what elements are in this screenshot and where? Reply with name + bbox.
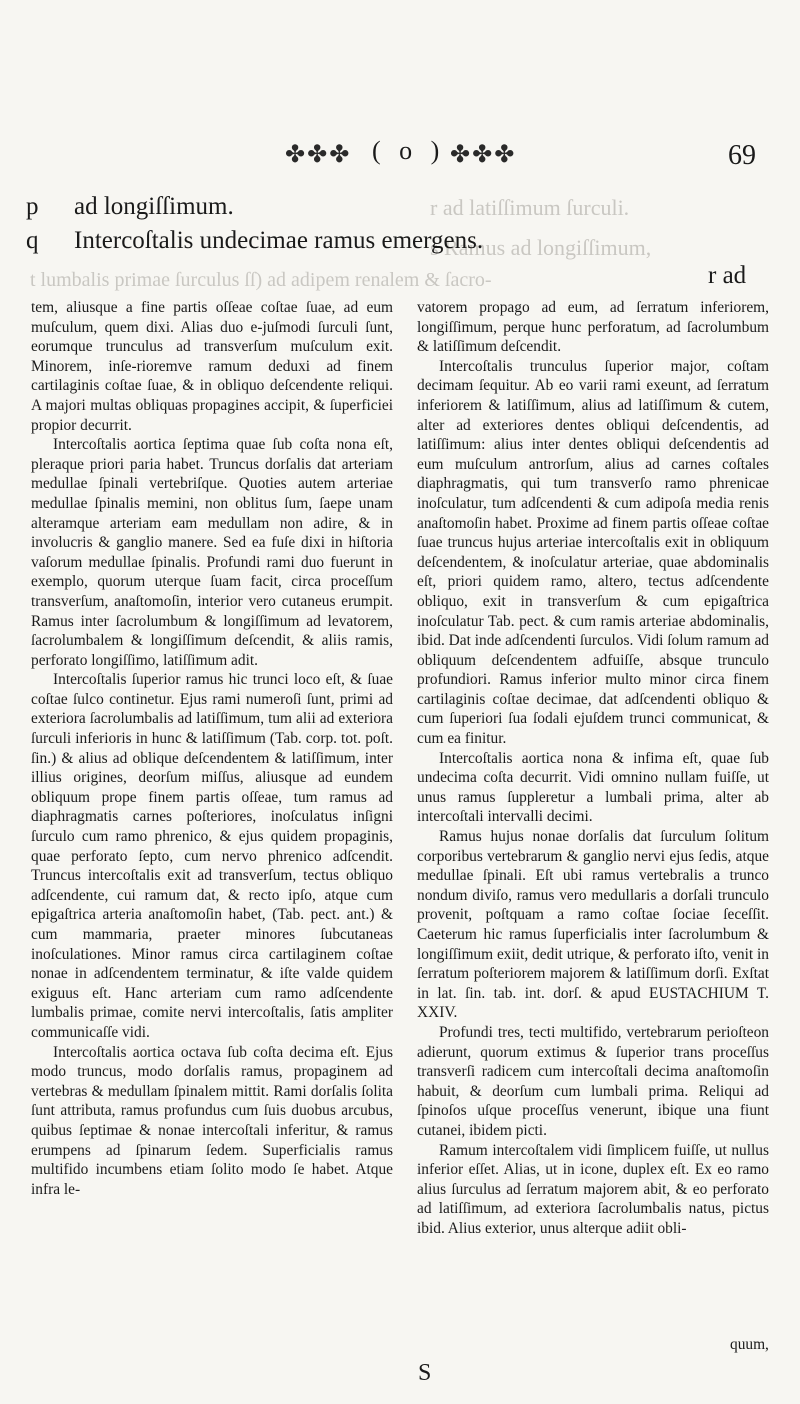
page-number: 69 (728, 140, 756, 171)
page-signature: ( o ) (372, 136, 446, 165)
paragraph: Intercoſtalis trunculus ſuperior major, coſtam decimam ſequitur. Ab eo varii rami exeunt, ad ſerratum inferiorem & latiſſimum, alius ad latiſſimum & cutem, alter ad exteriores dentes obliqui deſcendentis, ad latiſſimum: alius inter dentes obliqui deſcendentis ad eum muſculum antrorſum, alius ad carnes coſtales diaphragmatis, qui tum transverſo ramo phrenicae inoſculatur, tum adſcendenti & cum adipoſa media renis anaſtomoſin habet. Proxime ad finem partis oſſeae coſtae ſuae truncus hujus arteriae intercoſtalis exit in obliquum deſcendentem, & inoſculatur arteriae, quae abdominalis eſt, priori quidem ramo, altero, tectus adſcendente obliquo, exit in transverſum & cum epigaſtrica inoſculatur Tab. pect. & cum ramis arteriae abdominalis, ibid. Dat inde adſcendenti ſurculos. Vidi ſolum ramum ad obliquum deſcendentem adfuiſſe, absque trunculo profundiori. Ramus inferior multo minor circa finem cartilaginis coſtae decimae, dat adſcendenti obliquo & cum ſuperiori ſua ſodali ejuſdem trunci communicat, & cum ea finitur. (417, 357, 769, 748)
paragraph: Ramum intercoſtalem vidi ſimplicem fuiſſe, ut nullus inferior eſſet. Alias, ut in icone, duplex eſt. Ex eo ramo alius ſurculus ad ſerratum majorem abit, & eo perforato ad latiſſimum, ad exteriora ſacrolumbalis natus, pictus ibid. Alius exterior, unus alterque adiit obli- (417, 1141, 769, 1237)
paragraph: Intercoſtalis aortica ſeptima quae ſub coſta nona eſt, pleraque priori paria habet. Truncus dorſalis dat arteriam medullae ſpinali vertebriſque. Quoties autem arteriae medullae ſpinalis memini, non oblitus ſum, ſaepe unam alteramque arteriam eam medullam non adire, & in involucris & ganglio manere. Sed ea fuſe dixi in hiſtoria vaſorum medullae ſpinalis. Profundi rami duo fuerunt in exemplo, quorum uterque ſuam facit, circa proceſſum transverſum, anaſtomoſin, interior vero cutaneus erumpit. Ramus inter ſacrolumbum & longiſſimum ad levatorem, ſacrolumbalem & longiſſimum deſcendit, & aliis ramis, perforato longiſſimo, latiſſimum adit. (31, 436, 393, 669)
paragraph: Intercoſtalis ſuperior ramus hic trunci loco eſt, & ſuae coſtae ſulco continetur. Ejus rami numeroſi ſunt, primi ad exteriora ſacrolumbalis ad latiſſimum, tum alii ad exteriora ſurculi inferioris in hunc & latiſſimum (Tab. corp. tot. poſt. ſin.) & alius ad oblique deſcendentem & latiſſimum, inter illius origines, deorſum miſſus, aliusque ad eundem obliquum prope finem partis oſſeae, tum ramus ad diaphragmatis carnes poſteriores, inoſculatus inſigni ſurculo cum ramo phrenico, & ejus quidem propaginis, quae perforato ſepto, cum nervo phrenico adſcendit. Truncus intercoſtalis exit ad transverſum, tectus obliquo adſcendente, cui ramum dat, & recto ipſo, atque cum epigaſtrica arteria anaſtomoſin habet, (Tab. pect. ant.) & cum mammaria, praeter minores ſubcutaneas inoſculationes. Minor ramus circa cartilaginem coſtae nonae in adſcendentem terminatur, & iſte valde quidem exiguus eſt. Hanc arteriam cum ramo adſcendente lumbalis primae, comite nervi intercoſtalis, ſatis ampliter communicaſſe vidi. (31, 671, 393, 1041)
footnote-letter: p (26, 193, 39, 220)
page-header (0, 128, 800, 178)
footnote-p (26, 190, 483, 224)
paragraph: tem, aliusque a fine partis oſſeae coſtae ſuae, ad eum muſculum, quem dixi. Alias duo e-juſmodi ſurculi ſunt, eorumque trunculus ad transverſum muſculum exit. Minorem, inſe-rioremve ramum deduxi ad finem cartilaginis coſtae ſuae, & in obliquo deſcendente reliqui. A majori multas obliquas propagines accipit, & ſuperficiei propior decurrit. (31, 299, 393, 434)
footnote-text: ad longiſſimum. (74, 193, 234, 220)
left-column (31, 298, 393, 1199)
catchword: quum, (730, 1336, 769, 1353)
footnote-q (26, 224, 483, 258)
bleed-line: s Ramus ad longiſſimum, (430, 235, 652, 260)
footnote-letter: q (26, 227, 39, 254)
ornament-left-icon: ✤✤✤ (285, 142, 352, 168)
footnote-list (26, 190, 483, 258)
bleed-line: r ad latiſſimum ſurculi. (430, 195, 630, 220)
footnote-catchword: r ad (708, 262, 747, 289)
paragraph: Intercoſtalis aortica octava ſub coſta decima eſt. Ejus modo truncus, modo dorſalis ramus, propaginem ad vertebras & medullam ſpinalem mittit. Rami dorſalis ſolita ſunt attributa, ramus profundus cum ſuis duobus arcubus, quibus ſeptimae & nonae intercoſtali inferitur, & ramus erumpens ad ſpinarum ſedem. Superficialis ramus multifido incumbens etiam ſolito modo ſe habet. Atque infra le- (31, 1043, 393, 1198)
paragraph: Intercoſtalis aortica nona & infima eſt, quae ſub undecima coſta decurrit. Vidi omnino nullam fuiſſe, ut unus ramus ſuppleretur a lumbali prima, alter ab intercoſtali intervalli decimi. (417, 749, 769, 826)
paragraph: vatorem propago ad eum, ad ſerratum inferiorem, longiſſimum, perque hunc perforatum, ad ſacrolumbum & latiſſimum deſcendit. (417, 299, 769, 356)
footnote-text: Intercoſtalis undecimae ramus emergens. (74, 227, 484, 254)
paragraph: Ramus hujus nonae dorſalis dat ſurculum ſolitum corporibus vertebrarum & ganglio nervi ejus ſedis, atque medullae ſpinali. Eſt ubi ramus vertebralis a trunco nondum diviſo, ramus vero medullaris a dorſali trunculo provenit, poſtquam a ramo coſtae ſociae ſeceſſit. Caeterum hic ramus ſuperficialis inter ſacrolumbum & longiſſimum exiit, dedit utrique, & perforato iſto, venit in ſerratum poſteriorem majorem & latiſſimum dorſi. Exſtat in lat. ſin. tab. int. dorſ. & apud EUSTACHIUM T. XXIV. (417, 828, 769, 1022)
signature-mark: S (418, 1360, 432, 1386)
right-column (417, 298, 769, 1239)
paragraph: Profundi tres, tecti multifido, vertebrarum perioſteon adierunt, quorum extimus & ſuperior trans proceſſus transverſi radicem cum intercoſtali decima anaſtomoſin habuit, & deorſum cum lumbali prima. Reliqui ad ſpinoſos uſque proceſſus venerunt, ibique una fiunt cutanei, ibidem picti. (417, 1023, 769, 1139)
ornament-right-icon: ✤✤✤ (450, 142, 517, 168)
bleed-line: t lumbalis primae ſurculus ſſ) ad adipem renalem & ſacro- (30, 269, 492, 291)
